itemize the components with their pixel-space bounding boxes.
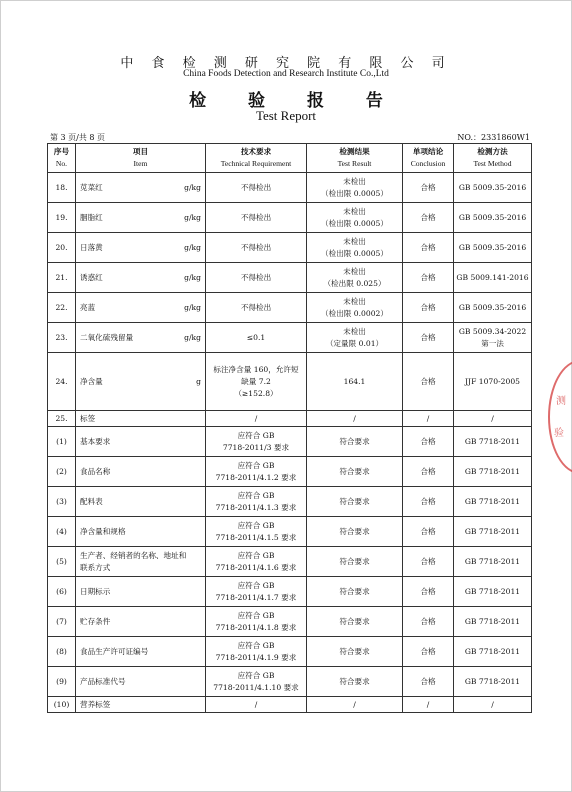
cell-method (454, 411, 532, 427)
cell-result (307, 607, 403, 637)
cell-no-text: (10) (53, 699, 70, 709)
cell-result (307, 427, 403, 457)
table-row (48, 203, 532, 233)
cell-result-text: 符合要求 (339, 496, 370, 506)
cell-method-text: / (491, 699, 494, 709)
cell-conclusion-text: 合格 (420, 212, 436, 222)
cell-result-text: 未检出 （定量限 0.01） (325, 326, 384, 348)
cell-requirement-text: 不得检出 (240, 242, 272, 252)
cell-conclusion (403, 667, 454, 697)
col-header-requirement: 技术要求 Technical Requirement (206, 144, 307, 173)
report-title-en: Test Report (255, 108, 317, 123)
cell-requirement-text: 不得检出 (240, 302, 272, 312)
cell-conclusion (403, 577, 454, 607)
cell-conclusion (403, 203, 454, 233)
cell-requirement-text: 应符合 GB 7718-2011/3 要求 (222, 430, 290, 452)
cell-item (76, 323, 206, 353)
cell-no (48, 697, 76, 713)
cell-result (307, 263, 403, 293)
cell-unit: g/kg (184, 272, 201, 282)
cell-requirement (206, 577, 307, 607)
cell-requirement-text: / (254, 413, 258, 423)
cell-result-text: 未检出 （检出限 0.0005） (321, 236, 388, 258)
cell-method (454, 427, 532, 457)
cell-method-text: JJF 1070-2005 (465, 376, 520, 386)
cell-unit: g/kg (184, 332, 201, 342)
cell-no (48, 427, 76, 457)
cell-requirement (206, 637, 307, 667)
table-row (48, 173, 532, 203)
table-row (48, 233, 532, 263)
cell-requirement (206, 517, 307, 547)
cell-result (307, 667, 403, 697)
table-row (48, 637, 532, 667)
cell-conclusion (403, 233, 454, 263)
cell-result-text: / (353, 699, 356, 709)
cell-item-text: 食品名称 (80, 466, 111, 476)
cell-conclusion-text: 合格 (420, 466, 436, 476)
org-name-en: China Foods Detection and Research Institute Co.,Ltd (183, 69, 389, 79)
cell-item-text: 诱惑红 (80, 272, 103, 282)
cell-item-text: 生产者、经销者的名称、地址和 联系方式 (80, 550, 187, 572)
cell-result (307, 353, 403, 411)
cell-conclusion-text: 合格 (420, 586, 436, 596)
cell-no-text: 23. (55, 332, 68, 342)
cell-no (48, 607, 76, 637)
cell-no (48, 203, 76, 233)
col-header-result: 检测结果 Test Result (307, 144, 403, 173)
cell-no (48, 577, 76, 607)
cell-requirement (206, 667, 307, 697)
table-row (48, 353, 532, 411)
cell-requirement-text: 应符合 GB 7718-2011/4.1.7 要求 (215, 580, 297, 602)
table-row (48, 427, 532, 457)
cell-unit: g/kg (184, 182, 201, 192)
cell-result-text: 符合要求 (339, 466, 370, 476)
cell-requirement (206, 457, 307, 487)
report-number: NO.：2331860W1 (457, 133, 530, 142)
cell-result (307, 517, 403, 547)
cell-item-text: 配料表 (80, 496, 103, 506)
table-row (48, 411, 532, 427)
cell-conclusion (403, 427, 454, 457)
cell-item (76, 607, 206, 637)
cell-method-text: GB 7718-2011 (464, 586, 521, 596)
cell-no-text: 21. (55, 272, 68, 282)
cell-result-text: 164.1 (343, 376, 366, 386)
cell-no-text: (8) (56, 646, 67, 656)
cell-item (76, 411, 206, 427)
cell-method (454, 637, 532, 667)
cell-unit: g/kg (184, 212, 201, 222)
cell-requirement (206, 411, 307, 427)
cell-item-text: 营养标签 (80, 699, 111, 709)
cell-item (76, 547, 206, 577)
cell-no-text: 18. (55, 182, 68, 192)
cell-no (48, 353, 76, 411)
cell-result-text: 未检出 （检出限 0.025） (323, 266, 386, 288)
cell-requirement-text: / (254, 699, 258, 709)
cell-conclusion-text: 合格 (420, 182, 436, 192)
cell-no-text: (5) (56, 556, 67, 566)
cell-item-text: 亮蓝 (80, 302, 96, 312)
cell-conclusion (403, 173, 454, 203)
cell-requirement-text: 标注净含量 160，允许短 缺量 7.2 （≥152.8） (213, 364, 299, 398)
cell-no (48, 487, 76, 517)
cell-no-text: 20. (55, 242, 68, 252)
cell-result-text: 符合要求 (339, 586, 370, 596)
cell-no (48, 233, 76, 263)
cell-method (454, 173, 532, 203)
cell-requirement-text: 应符合 GB 7718-2011/4.1.5 要求 (215, 520, 297, 542)
cell-no (48, 263, 76, 293)
cell-result-text: 符合要求 (339, 436, 370, 446)
cell-requirement (206, 263, 307, 293)
col-header-method: 检测方法 Test Method (454, 144, 532, 173)
cell-requirement-text: 应符合 GB 7718-2011/4.1.10 要求 (213, 670, 299, 692)
cell-result (307, 293, 403, 323)
cell-conclusion (403, 547, 454, 577)
cell-requirement-text: 不得检出 (240, 182, 272, 192)
cell-conclusion (403, 457, 454, 487)
cell-no-text: 24. (55, 376, 68, 386)
cell-method (454, 547, 532, 577)
cell-result (307, 233, 403, 263)
table-row (48, 487, 532, 517)
cell-requirement-text: 应符合 GB 7718-2011/4.1.6 要求 (215, 550, 297, 572)
cell-conclusion (403, 323, 454, 353)
cell-result (307, 323, 403, 353)
cell-no-text: (4) (56, 526, 67, 536)
cell-no-text: (6) (56, 586, 67, 596)
cell-conclusion-text: 合格 (420, 376, 436, 386)
table-row (48, 517, 532, 547)
cell-method (454, 607, 532, 637)
cell-method-text: GB 5009.35-2016 (458, 242, 527, 252)
cell-no-text: (3) (56, 496, 67, 506)
cell-conclusion-text: 合格 (420, 616, 436, 626)
cell-conclusion-text: 合格 (420, 272, 436, 282)
cell-no (48, 547, 76, 577)
cell-no-text: 19. (55, 212, 68, 222)
cell-requirement (206, 233, 307, 263)
cell-method-text: GB 7718-2011 (464, 616, 521, 626)
cell-no-text: (7) (56, 616, 67, 626)
table-row (48, 697, 532, 713)
cell-no-text: 22. (55, 302, 68, 312)
cell-requirement-text: ≤0.1 (246, 332, 266, 342)
cell-item (76, 517, 206, 547)
col-header-item: 项目 Item (76, 144, 206, 173)
cell-item-text: 胭脂红 (80, 212, 103, 222)
cell-unit: g/kg (184, 242, 201, 252)
cell-method (454, 323, 532, 353)
cell-result (307, 173, 403, 203)
cell-method-text: GB 5009.35-2016 (458, 212, 527, 222)
col-header-no: 序号 No. (48, 144, 76, 173)
cell-method (454, 697, 532, 713)
cell-result (307, 487, 403, 517)
cell-item-text: 食品生产许可证编号 (80, 646, 149, 656)
cell-item-text: 贮存条件 (80, 616, 111, 626)
cell-result-text: 未检出 （检出限 0.0005） (321, 206, 388, 228)
cell-conclusion-text: 合格 (420, 556, 436, 566)
cell-item (76, 203, 206, 233)
cell-item (76, 637, 206, 667)
cell-requirement (206, 323, 307, 353)
cell-method (454, 263, 532, 293)
cell-conclusion (403, 411, 454, 427)
report-title-cn: 检 验 报 告 (189, 91, 401, 111)
cell-item-text: 净含量和规格 (80, 526, 126, 536)
cell-requirement-text: 不得检出 (240, 272, 272, 282)
cell-conclusion-text: 合格 (420, 242, 436, 252)
results-table (47, 143, 532, 713)
cell-method (454, 203, 532, 233)
cell-item-text: 日期标示 (80, 586, 111, 596)
cell-method-text: GB 5009.35-2016 (458, 302, 527, 312)
cell-method-text: GB 5009.35-2016 (458, 182, 527, 192)
cell-conclusion-text: 合格 (420, 332, 436, 342)
cell-method (454, 233, 532, 263)
cell-requirement-text: 应符合 GB 7718-2011/4.1.3 要求 (215, 490, 297, 512)
cell-conclusion-text: 合格 (420, 646, 436, 656)
table-row (48, 547, 532, 577)
table-row (48, 457, 532, 487)
cell-method-text: GB 7718-2011 (464, 436, 521, 446)
official-seal: 测 验 (548, 360, 572, 474)
cell-method (454, 487, 532, 517)
cell-method-text: GB 7718-2011 (464, 646, 521, 656)
cell-result-text: 符合要求 (339, 616, 370, 626)
cell-conclusion (403, 697, 454, 713)
col-header-conclusion: 单项结论 Conclusion (403, 144, 454, 173)
cell-no (48, 173, 76, 203)
cell-result-text: 符合要求 (339, 676, 370, 686)
cell-requirement-text: 应符合 GB 7718-2011/4.1.8 要求 (215, 610, 297, 632)
cell-conclusion-text: 合格 (420, 302, 436, 312)
cell-item (76, 173, 206, 203)
cell-no (48, 411, 76, 427)
cell-item (76, 353, 206, 411)
cell-method (454, 457, 532, 487)
table-row (48, 667, 532, 697)
cell-item (76, 577, 206, 607)
cell-result (307, 637, 403, 667)
table-row (48, 323, 532, 353)
cell-requirement (206, 427, 307, 457)
cell-conclusion-text: 合格 (420, 496, 436, 506)
cell-method (454, 517, 532, 547)
cell-no (48, 457, 76, 487)
cell-item (76, 667, 206, 697)
cell-unit: g (196, 376, 201, 386)
cell-conclusion (403, 517, 454, 547)
cell-conclusion-text: / (426, 413, 430, 423)
cell-conclusion-text: 合格 (420, 436, 436, 446)
cell-requirement (206, 487, 307, 517)
table-row (48, 263, 532, 293)
cell-no (48, 517, 76, 547)
cell-result-text: 符合要求 (339, 556, 370, 566)
cell-item-text: 二氧化硫残留量 (80, 332, 134, 342)
table-row (48, 577, 532, 607)
table-row (48, 293, 532, 323)
cell-item-text: 苋菜红 (80, 182, 103, 192)
cell-item-text: 产品标准代号 (80, 676, 126, 686)
cell-item (76, 263, 206, 293)
cell-method-text: GB 7718-2011 (464, 526, 521, 536)
cell-method-text: GB 7718-2011 (464, 496, 521, 506)
cell-method (454, 577, 532, 607)
cell-no-text: (1) (56, 436, 67, 446)
cell-requirement-text: 不得检出 (240, 212, 272, 222)
cell-item (76, 293, 206, 323)
cell-result-text: 符合要求 (339, 526, 370, 536)
cell-item (76, 427, 206, 457)
cell-conclusion-text: 合格 (420, 676, 436, 686)
cell-no (48, 323, 76, 353)
cell-requirement (206, 203, 307, 233)
table-header-row (48, 144, 532, 173)
cell-result (307, 411, 403, 427)
cell-requirement (206, 353, 307, 411)
cell-result (307, 697, 403, 713)
cell-conclusion (403, 637, 454, 667)
cell-conclusion (403, 263, 454, 293)
cell-method-text: GB 7718-2011 (464, 676, 521, 686)
cell-result-text: / (353, 413, 356, 423)
org-name-cn: 中 食 检 测 研 究 院 有 限 公 司 (120, 56, 452, 71)
cell-requirement (206, 293, 307, 323)
cell-item-text: 基本要求 (80, 436, 111, 446)
cell-conclusion-text: 合格 (420, 526, 436, 536)
cell-item-text: 标签 (80, 413, 96, 423)
cell-method-text: GB 5009.34-2022 第一法 (458, 326, 527, 348)
cell-result (307, 547, 403, 577)
cell-method-text: GB 7718-2011 (464, 466, 521, 476)
cell-method (454, 353, 532, 411)
cell-result (307, 577, 403, 607)
cell-requirement-text: 应符合 GB 7718-2011/4.1.9 要求 (215, 640, 297, 662)
cell-requirement (206, 607, 307, 637)
cell-conclusion-text: / (426, 699, 430, 709)
cell-result (307, 457, 403, 487)
cell-item (76, 487, 206, 517)
cell-conclusion (403, 293, 454, 323)
cell-unit: g/kg (184, 302, 201, 312)
cell-no-text: (9) (56, 676, 67, 686)
cell-method-text: / (491, 413, 494, 423)
cell-conclusion (403, 353, 454, 411)
cell-method-text: GB 5009.141-2016 (456, 272, 529, 282)
cell-result (307, 203, 403, 233)
cell-result-text: 符合要求 (339, 646, 370, 656)
cell-requirement (206, 547, 307, 577)
cell-conclusion (403, 607, 454, 637)
cell-method (454, 293, 532, 323)
cell-method (454, 667, 532, 697)
cell-item-text: 净含量 (80, 376, 103, 386)
cell-no-text: (2) (56, 466, 67, 476)
cell-no (48, 293, 76, 323)
cell-no-text: 25. (55, 413, 68, 423)
cell-conclusion (403, 487, 454, 517)
cell-item-text: 日落黄 (80, 242, 103, 252)
cell-result-text: 未检出 （检出限 0.0002） (321, 296, 388, 318)
page-number: 第 3 页/共 8 页 (50, 133, 106, 142)
cell-item (76, 697, 206, 713)
cell-no (48, 667, 76, 697)
cell-no (48, 637, 76, 667)
table-row (48, 607, 532, 637)
cell-requirement-text: 应符合 GB 7718-2011/4.1.2 要求 (215, 460, 297, 482)
cell-item (76, 233, 206, 263)
cell-requirement (206, 173, 307, 203)
cell-requirement (206, 697, 307, 713)
cell-method-text: GB 7718-2011 (464, 556, 521, 566)
cell-result-text: 未检出 （检出限 0.0005） (321, 176, 388, 198)
cell-item (76, 457, 206, 487)
